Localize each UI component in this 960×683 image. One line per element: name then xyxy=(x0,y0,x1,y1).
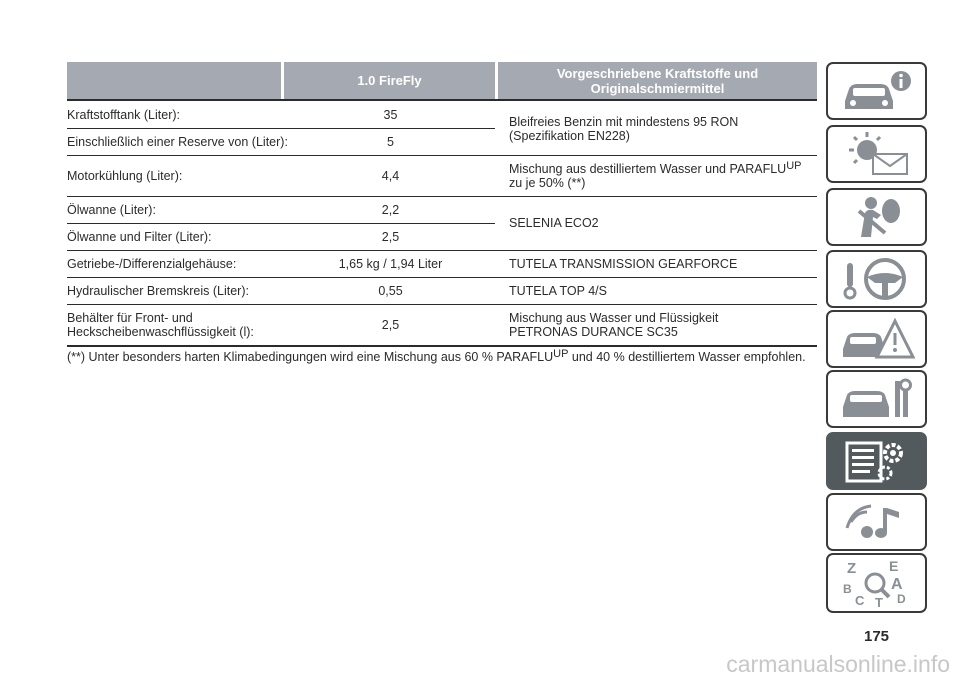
product-coolant-prefix: Mischung aus destilliertem Wasser und PARAFLU xyxy=(509,161,787,176)
table-bottom-line xyxy=(67,345,817,347)
row-label-gearbox: Getriebe-/Differenzialgehäuse: xyxy=(67,257,237,271)
svg-text:B: B xyxy=(842,582,852,596)
header-fluids: Vorgeschriebene Kraftstoffe und Originalschmiermittel xyxy=(498,62,817,99)
technical-data-icon xyxy=(837,437,917,485)
product-coolant-suffix: zu je 50% (**) xyxy=(509,175,586,190)
row-label-brake: Hydraulischer Bremskreis (Liter): xyxy=(67,284,249,298)
header-divider xyxy=(67,99,817,101)
row-label-oil-pan-filter: Ölwanne und Filter (Liter): xyxy=(67,229,212,244)
page-number: 175 xyxy=(863,628,890,645)
chapter-tab-warning-lights[interactable] xyxy=(826,125,927,183)
row-value-washer: 2,5 xyxy=(381,318,400,332)
svg-text:D: D xyxy=(896,592,906,606)
svg-text:A: A xyxy=(890,576,903,593)
product-brake: TUTELA TOP 4/S xyxy=(509,284,607,298)
safety-airbag-icon xyxy=(837,193,917,241)
product-oil: SELENIA ECO2 xyxy=(509,216,599,230)
svg-text:T: T xyxy=(874,595,883,609)
row-value-brake: 0,55 xyxy=(378,284,403,298)
chapter-tab-maintenance[interactable] xyxy=(826,370,927,428)
product-coolant-sup: UP xyxy=(786,159,802,172)
car-info-icon xyxy=(837,67,917,115)
chapter-tab-safety[interactable] xyxy=(826,188,927,246)
footnote xyxy=(67,350,817,365)
svg-text:Z: Z xyxy=(846,560,856,577)
watermark: carmanualsonline.info xyxy=(726,651,950,677)
row-label-oil-pan: Ölwanne (Liter): xyxy=(67,202,156,217)
multimedia-icon xyxy=(837,498,917,546)
footnote-suffix: und 40 % destilliertem Wasser empfohlen. xyxy=(568,350,806,364)
chapter-tab-index[interactable] xyxy=(826,553,927,613)
table-header xyxy=(67,62,817,99)
row-value-oil-pan-filter: 2,5 xyxy=(381,229,400,244)
index-icon xyxy=(837,557,917,609)
product-washer: Mischung aus Wasser und Flüssigkeit PETRONAS DURANCE SC35 xyxy=(509,311,719,339)
row-value-reserve: 5 xyxy=(387,134,394,149)
product-gearbox: TUTELA TRANSMISSION GEARFORCE xyxy=(509,257,738,271)
row-label-coolant: Motorkühlung (Liter): xyxy=(67,168,183,183)
emergency-icon xyxy=(837,315,917,363)
chapter-tab-emergency[interactable] xyxy=(826,310,927,368)
maintenance-icon xyxy=(837,375,917,423)
footnote-sup: UP xyxy=(553,348,569,360)
product-fuel: Bleifreies Benzin mit mindestens 95 RON (Spezifikation EN228) xyxy=(509,114,739,143)
row-value-oil-pan: 2,2 xyxy=(381,202,400,217)
chapter-tab-driving[interactable] xyxy=(826,250,927,308)
steering-wheel-icon xyxy=(837,255,917,303)
row-label-reserve: Einschließlich einer Reserve von (Liter): xyxy=(67,134,288,149)
svg-text:E: E xyxy=(888,558,898,574)
product-coolant xyxy=(509,156,814,195)
chapter-tab-technical-data[interactable] xyxy=(826,432,927,490)
row-label-washer: Behälter für Front- und Heckscheibenwaschflüssigkeit (l): xyxy=(67,311,254,339)
chapter-tab-car-info[interactable] xyxy=(826,62,927,120)
header-empty xyxy=(67,62,281,99)
footnote-prefix: (**) Unter besonders harten Klimabedingungen wird eine Mischung aus 60 % PARAFLU xyxy=(67,350,554,364)
row-value-fuel-tank: 35 xyxy=(383,108,398,122)
svg-text:C: C xyxy=(854,593,864,608)
row-value-coolant: 4,4 xyxy=(381,168,400,183)
row-value-gearbox: 1,65 kg / 1,94 Liter xyxy=(338,257,443,271)
header-engine: 1.0 FireFly xyxy=(284,62,495,99)
row-label-fuel-tank: Kraftstofftank (Liter): xyxy=(67,108,181,122)
warning-lights-icon xyxy=(837,130,917,178)
chapter-tab-multimedia[interactable] xyxy=(826,493,927,551)
